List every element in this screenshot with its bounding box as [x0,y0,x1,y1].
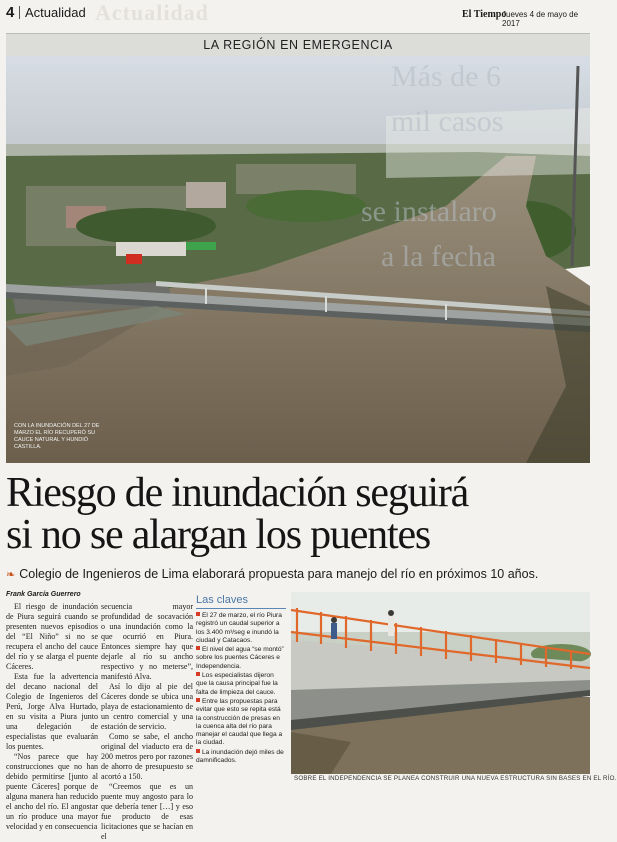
sign-line-3: se instalaro [361,195,497,228]
section-band-title: LA REGIÓN EN EMERGENCIA [203,38,393,52]
dek-text: Colegio de Ingenieros de Lima elaborará propuesta para manejo del río en próximos 10 años. [19,567,539,581]
publication-name: El Tiempo [462,9,507,20]
dek [6,566,596,583]
article-paragraph: Así lo dijo al pie del Cáceres donde se ubica una playa de estacionamiento de un centro comercial y una estación de servicio. [101,682,193,731]
article-paragraph: “Nos parece que hay construcciones que no han debido permitirse [junto al puente Cáceres] porque de alguna manera han reducido el ancho del río. El angostar un río produce una mayor velocidad y en consecuencia [6,752,98,831]
main-photo-caption: CON LA INUNDACIÓN DEL 27 DE MARZO EL RÍO RECUPERÓ SU CAUCE NATURAL Y HUNDIÓ CASTILLA. [14,423,100,450]
sign-line-1: Más de 6 [391,60,501,93]
key-fact-item [196,672,286,697]
bullet-square-icon [196,672,200,676]
bullet-square-icon [196,646,200,650]
key-fact-text: El nivel del agua “se montó” sobre los puentes Cáceres e Independencia. [196,646,284,670]
headline [6,472,594,556]
section-band [6,33,590,56]
main-photo [6,56,590,463]
article-column-2 [101,602,193,841]
byline: Frank García Guerrero [6,591,81,598]
key-fact-text: Los especialistas dijeron que la causa principal fue la falta de limpieza del cauce. [196,672,278,696]
key-facts-sidebar [196,594,286,782]
article-paragraph: Como se sabe, el ancho original del viaducto era de 200 metros pero por razones de ahorro de presupuesto se acortó a 150. [101,732,193,781]
article-paragraph: Esta fue la advertencia del decano nacional del Colegio de Ingenieros del Perú, Jorge Alva Hurtado, en su visita a Piura junto una delegación de especialistas que evaluarán los puentes. [6,672,98,751]
headline-line-2: si no se alargan los puentes [6,512,431,558]
article-paragraph: secuencia mayor profundidad de socavación o una inundación como la que ocurrió en Piura. Entonces siempre hay que dejarle al río su ancho respectivo y no meterse”, manifestó Alva. [101,602,193,681]
section-name: Actualidad [25,5,86,20]
bridge-image [291,592,590,774]
bullet-square-icon [196,698,200,702]
key-fact-text: El 27 de marzo, el río Piura registró un caudal superior a los 3.400 m³/seg e inundó la ciudad y Catacaos. [196,612,282,644]
key-fact-item [196,612,286,645]
key-fact-text: Entre las propuestas para evitar que esto se repita está la construcción de presas en la cuenca alta del río para manejar el caudal que llega a la ciudad. [196,697,283,747]
dek-marker-icon: ❧ [6,569,16,581]
page-header [0,0,596,28]
key-fact-item [196,749,286,766]
sidebar-title: Las claves [196,594,286,609]
key-fact-item [196,698,286,748]
sign-line-4: a la fecha [381,240,496,273]
article-paragraph: El riesgo de inundación de Piura seguirá cuando se presenten nuevos episodios del “El Niño” si no se recupera el ancho del cauce del río y se alarga el puente Cáceres. [6,602,98,671]
key-fact-item [196,646,286,671]
publication-date: Jueves 4 de mayo de 2017 [502,10,579,28]
header-ghost-text: Actualidad [95,0,209,25]
header-divider [19,6,20,19]
bridge-photo [291,592,590,774]
sign-line-2: mil casos [391,105,504,138]
aerial-river-image [6,56,590,463]
article-column-1 [6,602,98,831]
key-fact-text: La inundación dejó miles de damnificados. [196,748,284,765]
bullet-square-icon [196,612,200,616]
article-paragraph: “Creemos que es un puente muy angosto para lo que debería tener […] y eso fue producto de esas licitaciones que se hacían en el [101,782,193,841]
page-number: 4 [6,4,15,21]
bridge-photo-caption: SOBRE EL INDEPENDENCIA SE PLANEA CONSTRUIR UNA NUEVA ESTRUCTURA SIN BASES EN EL RÍO. [294,775,617,782]
headline-line-1: Riesgo de inundación seguirá [6,470,469,516]
bullet-square-icon [196,749,200,753]
